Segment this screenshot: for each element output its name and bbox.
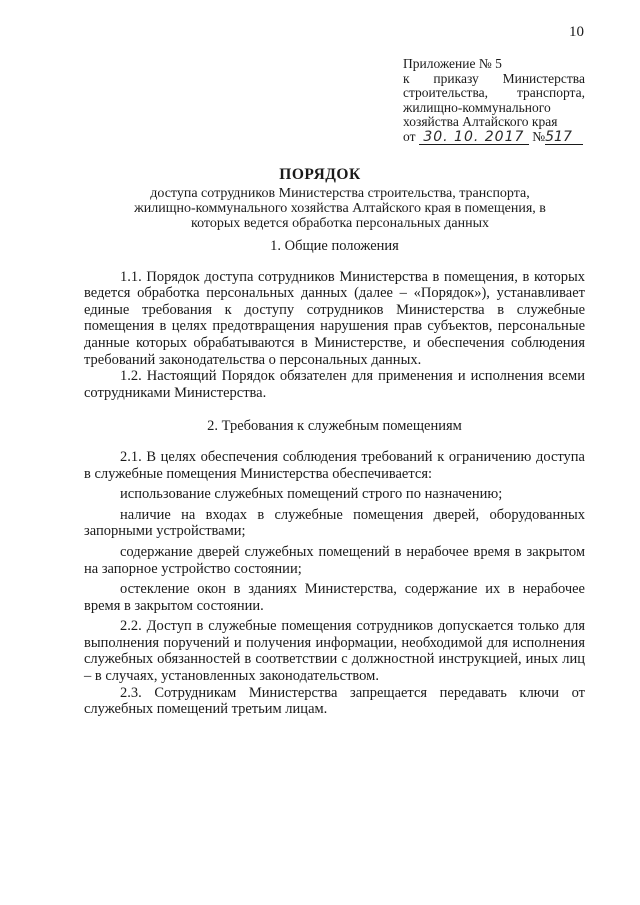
date-prefix: от (403, 128, 416, 144)
paragraph-1-2: 1.2. Настоящий Порядок обязателен для применения и исполнения всеми сотрудниками Министерства. (84, 368, 585, 401)
document-subtitle: доступа сотрудников Министерства строительства, транспорта, жилищно-коммунального хозяйства Алтайского края в помещения, в которых ведется обработка персональных данных (134, 186, 546, 231)
number-prefix: № (532, 128, 546, 144)
handwritten-date: 30. 10. 2017 (419, 131, 529, 145)
list-item: наличие на входах в служебные помещения дверей, оборудованных запорными устройствами; (84, 506, 585, 540)
section-2-heading: 2. Требования к служебным помещениям (207, 418, 462, 435)
list-item: остекление окон в зданиях Министерства, содержание их в нерабочее время в закрытом состоянии. (84, 581, 585, 614)
document-body (84, 238, 585, 718)
paragraph-2-2: 2.2. Доступ в служебные помещения сотрудников допускается только для выполнения поручений и получения информации, необходимой для исполнения служебных обязанностей в соответствии с должностной инструкцией, иных лиц – в случаях, установленных законодательством. (84, 618, 585, 685)
handwritten-number: 517 (545, 131, 583, 145)
section-1-heading: 1. Общие положения (270, 238, 399, 254)
appendix-line: строительства, транспорта, (403, 85, 585, 100)
paragraph-2-3: 2.3. Сотрудникам Министерства запрещается передавать ключи от служебных помещений третьим лицам. (84, 684, 585, 718)
appendix-title: Приложение № 5 (403, 56, 502, 71)
list-item: содержание дверей служебных помещений в нерабочее время в закрытом на запорное устройство состоянии; (84, 543, 585, 577)
paragraph-1-1: 1.1. Порядок доступа сотрудников Министерства в помещения, в которых ведется обработка персональных данных (далее – «Порядок»), устанавливает единые требования к доступу сотрудников Министерства в служебные помещения в целях предотвращения нарушения прав субъектов, персональные данные которых обрабатываются в Министерстве, и обеспечения соблюдения требований законодательства о персональных данных. (84, 268, 585, 368)
document-title: ПОРЯДОК (279, 166, 361, 183)
page-number: 10 (569, 24, 584, 40)
appendix-block (403, 57, 585, 145)
appendix-line: жилищно-коммунального (403, 99, 551, 115)
list-item: использование служебных помещений строго по назначению; (120, 486, 503, 503)
appendix-line: к приказу Министерства (403, 70, 585, 86)
paragraph-2-1: 2.1. В целях обеспечения соблюдения требований к ограничению доступа в служебные помещения Министерства обеспечивается: (84, 448, 585, 482)
order-date-line (403, 130, 585, 145)
appendix-line: хозяйства Алтайского края (403, 114, 558, 129)
